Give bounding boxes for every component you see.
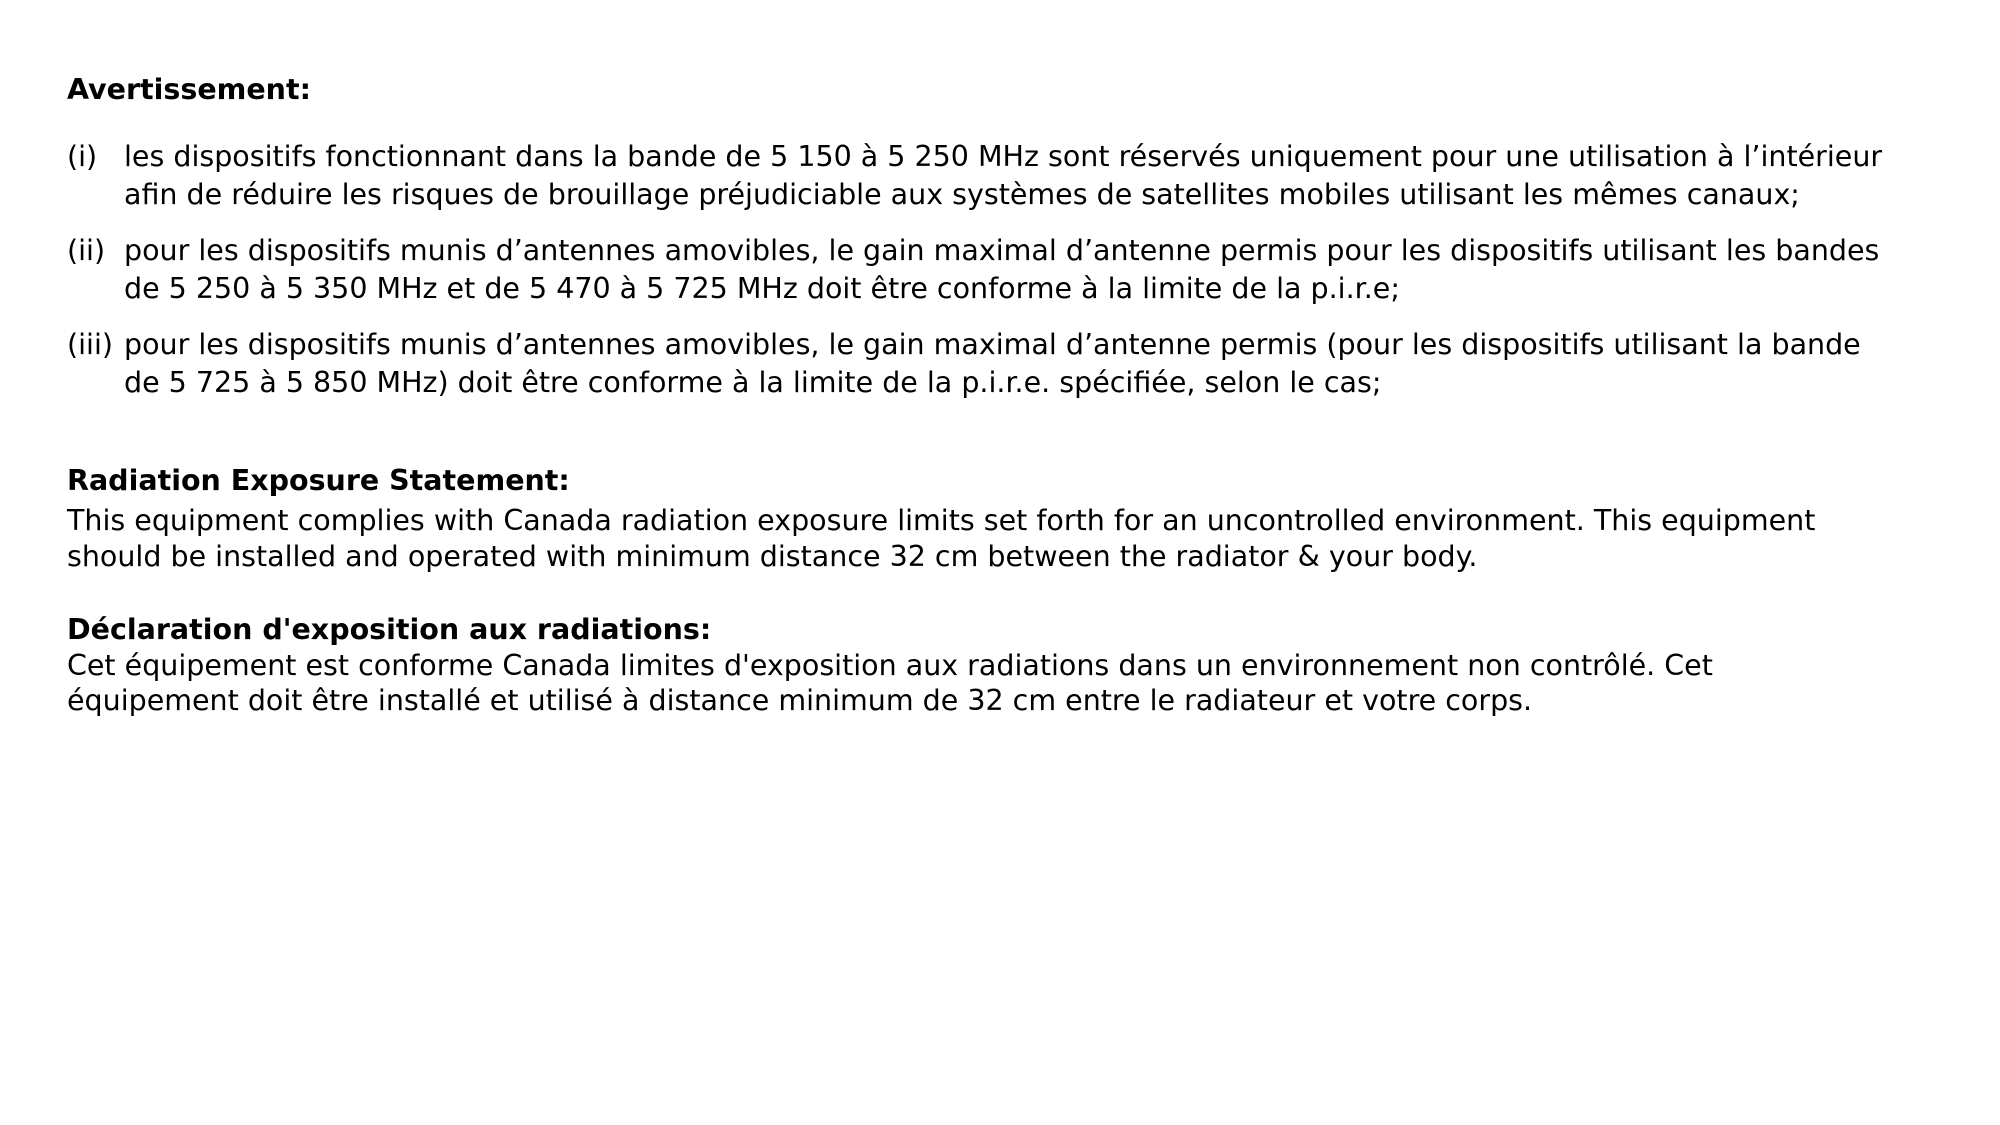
text-line: should be installed and operated with minimum distance 32 cm between the radiator & your body. bbox=[67, 539, 1478, 573]
item-line: les dispositifs fonctionnant dans la bande de 5 150 à 5 250 MHz sont réservés uniquement pour une utilisation à l’intérieur bbox=[124, 140, 1883, 173]
item-text bbox=[124, 232, 1967, 307]
warning-item-ii bbox=[67, 232, 1967, 307]
warning-item-i bbox=[67, 138, 1967, 213]
warning-section bbox=[67, 68, 1967, 401]
item-marker: (iii) bbox=[67, 328, 113, 361]
item-line: pour les dispositifs munis d’antennes amovibles, le gain maximal d’antenne permis pour les dispositifs utilisant les bandes bbox=[124, 234, 1880, 267]
item-text bbox=[124, 138, 1967, 213]
item-marker: (i) bbox=[67, 140, 98, 173]
text-line: Cet équipement est conforme Canada limites d'exposition aux radiations dans un environnement non contrôlé. Cet bbox=[67, 648, 1713, 682]
text-line: This equipment complies with Canada radiation exposure limits set forth for an uncontrolled environment. This equipment bbox=[67, 504, 1816, 537]
item-line: pour les dispositifs munis d’antennes amovibles, le gain maximal d’antenne permis (pour les dispositifs utilisant la bande bbox=[124, 328, 1861, 361]
declaration-text bbox=[67, 648, 1967, 719]
radiation-heading: Radiation Exposure Statement: bbox=[67, 464, 570, 497]
document-page bbox=[67, 68, 1967, 719]
text-line: équipement doit être installé et utilisé à distance minimum de 32 cm entre le radiateur et votre corps. bbox=[67, 684, 1533, 717]
radiation-text bbox=[67, 503, 1967, 574]
warning-item-iii bbox=[67, 326, 1967, 401]
item-line: afin de réduire les risques de brouillage préjudiciable aux systèmes de satellites mobiles utilisant les mêmes canaux; bbox=[124, 177, 1800, 211]
item-marker: (ii) bbox=[67, 234, 106, 267]
declaration-heading: Déclaration d'exposition aux radiations: bbox=[67, 613, 712, 646]
warning-heading: Avertissement: bbox=[67, 73, 311, 106]
item-line: de 5 725 à 5 850 MHz) doit être conforme à la limite de la p.i.r.e. spécifiée, selon le cas; bbox=[124, 365, 1382, 399]
item-line: de 5 250 à 5 350 MHz et de 5 470 à 5 725 MHz doit être conforme à la limite de la p.i.r.e; bbox=[124, 271, 1400, 305]
warning-list bbox=[67, 138, 1967, 401]
item-text bbox=[124, 326, 1967, 401]
radiation-section bbox=[67, 459, 1967, 574]
declaration-section bbox=[67, 612, 1967, 719]
